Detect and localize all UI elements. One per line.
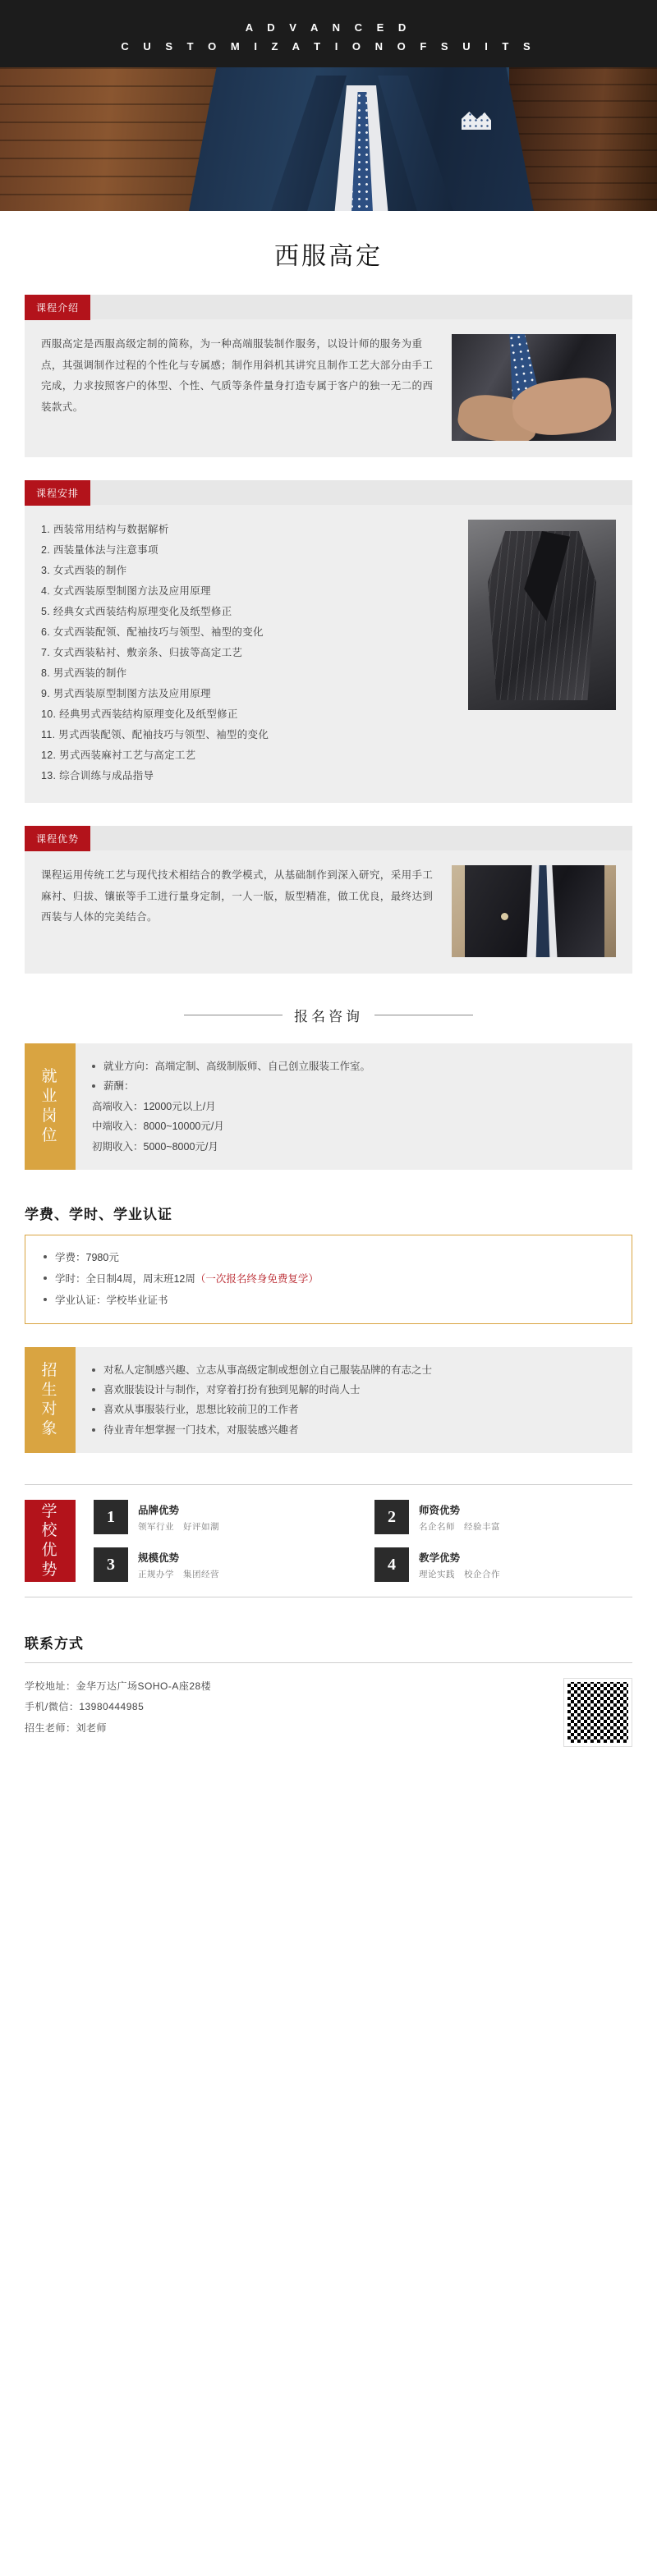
advantage-item (374, 1547, 632, 1582)
schedule-photo-mannequin-suit (468, 520, 616, 710)
list-item: 待业青年想掌握一门技术，对服装感兴趣者 (92, 1420, 616, 1440)
contact-heading: 联系方式 (25, 1636, 84, 1652)
list-item: 综合训练与成品指导 (59, 770, 154, 782)
list-item: 西装量体法与注意事项 (53, 544, 159, 556)
advantage-number: 3 (94, 1547, 128, 1582)
list-item: 女式西装原型制图方法及应用原理 (53, 585, 211, 597)
fee-label: 学费： (55, 1251, 86, 1263)
page-title: 西服高定 (274, 243, 383, 270)
audience-content (76, 1347, 632, 1454)
school-advantages-vertical-label: 学 校 优 势 (25, 1500, 76, 1582)
list-item: 男式西装的制作 (53, 667, 127, 679)
advantage-subtitle: 正规办学 集团经营 (138, 1569, 219, 1579)
fee-value: 7980元 (85, 1251, 119, 1263)
fee-note: （一次报名终身免费复学） (195, 1273, 319, 1286)
banner-line-2: C U S T O M I Z A T I O N O F S U I T S (121, 40, 536, 53)
employment-direction-label: 就业方向： (103, 1061, 155, 1072)
list-item: 经典男式西装结构原理变化及纸型修正 (59, 708, 238, 720)
list-item: 男式西装麻衬工艺与高定工艺 (59, 749, 196, 761)
banner-line-1: A D V A N C E D (245, 21, 412, 34)
employment-block (25, 1043, 632, 1170)
advantage-subtitle: 理论实践 校企合作 (419, 1569, 500, 1579)
advantage-title: 品牌优势 (138, 1504, 180, 1516)
list-item: 经典女式西装结构原理变化及纸型修正 (53, 606, 232, 617)
photo-button (501, 913, 508, 920)
advantage-number: 2 (374, 1500, 409, 1534)
fees-heading: 学费、学时、学业认证 (25, 1206, 172, 1222)
qr-code-pattern (567, 1682, 628, 1743)
advantage-item (94, 1547, 351, 1582)
list-item: 西装常用结构与数据解析 (53, 524, 169, 535)
contact-phone: 手机/微信：13980444985 (25, 1701, 145, 1713)
section-body-intro (25, 319, 632, 457)
section-header-intro (25, 295, 632, 319)
advantage-item (94, 1500, 351, 1534)
audience-vertical-label: 招 生 对 象 (25, 1347, 76, 1454)
advantage-title: 规模优势 (138, 1552, 180, 1564)
advantage-title: 教学优势 (419, 1552, 461, 1564)
advantage-number: 4 (374, 1547, 409, 1582)
advantage-number: 1 (94, 1500, 128, 1534)
list-item: 男式西装原型制图方法及应用原理 (53, 688, 211, 699)
hero-background-wood-right (509, 67, 657, 211)
salary-row: 中端收入：8000~10000元/月 (92, 1121, 224, 1133)
fee-value: 全日制4周，周末班12周 (85, 1273, 195, 1286)
advantage-photo-jacket-detail (452, 865, 616, 957)
intro-text: 西服高定是西服高级定制的简称，为一种高端服装制作服务，以设计师的服务为重点，其强调制作过程的个性化与专属感；制作用斜机其讲究且制作工艺大部分由手工完成，力求按照客户的体型、个性、气质等条件量身打造专属于客户的独一无二的西装款式。 (41, 338, 434, 413)
fee-value: 学校毕业证书 (106, 1295, 168, 1307)
audience-block (25, 1347, 632, 1454)
section-tag-advantage: 课程优势 (25, 826, 90, 851)
list-item (92, 1057, 616, 1076)
list-item: 男式西装配领、配袖技巧与领型、袖型的变化 (58, 729, 269, 740)
section-header-advantage (25, 826, 632, 850)
salary-row: 高端收入：12000元以上/月 (92, 1100, 216, 1112)
list-item: 女式西装粘衬、敷亲条、归拔等高定工艺 (53, 647, 243, 658)
list-item (44, 1290, 613, 1311)
contact-teacher: 招生老师：刘老师 (25, 1721, 108, 1734)
fee-label: 学时： (55, 1273, 86, 1286)
school-advantages-grid (94, 1500, 632, 1582)
fee-label: 学业认证： (55, 1295, 107, 1307)
section-header-schedule (25, 480, 632, 505)
list-item (44, 1247, 613, 1268)
qr-code-icon (563, 1678, 632, 1747)
list-item (44, 1268, 613, 1290)
contact-address: 学校地址：金华万达广场SOHO-A座28楼 (25, 1680, 212, 1693)
fees-box (25, 1235, 632, 1324)
hero-image-suit-portrait (0, 67, 657, 211)
contact-block (25, 1632, 632, 1772)
intro-photo-tailor-hands (452, 334, 616, 441)
section-body-advantage (25, 850, 632, 974)
school-advantages-block (25, 1484, 632, 1597)
list-item: 对私人定制感兴趣、立志从事高级定制或想创立自己服装品牌的有志之士 (92, 1360, 616, 1380)
section-tag-intro: 课程介绍 (25, 295, 90, 320)
signup-heading: 报名咨询 (294, 1009, 363, 1024)
employment-vertical-label: 就 业 岗 位 (25, 1043, 76, 1170)
list-item: 喜欢服装设计与制作，对穿着打扮有独到见解的时尚人士 (92, 1380, 616, 1400)
advantage-item (374, 1500, 632, 1534)
advantage-title: 师资优势 (419, 1504, 461, 1516)
section-body-schedule (25, 505, 632, 803)
advantage-text: 课程运用传统工艺与现代技术相结合的教学模式，从基础制作到深入研究，采用手工麻衬、归拔、镶嵌等手工进行量身定制，一人一版，版型精准，做工优良，最终达到西装与人体的完美结合。 (41, 869, 434, 924)
curriculum-list (41, 520, 453, 786)
contact-divider (25, 1662, 632, 1663)
list-item: 喜欢从事服装行业，思想比较前卫的工作者 (92, 1400, 616, 1419)
list-item: 薪酬： (92, 1076, 616, 1096)
advantage-subtitle: 名企名师 经验丰富 (419, 1521, 500, 1532)
list-item: 女式西装配领、配袖技巧与领型、袖型的变化 (53, 626, 264, 638)
employment-direction-value: 高端定制、高级制版师、自己创立服装工作室。 (154, 1061, 371, 1072)
top-banner (0, 0, 657, 67)
list-item: 女式西装的制作 (53, 565, 127, 576)
salary-row: 初期收入：5000~8000元/月 (92, 1140, 218, 1153)
employment-content (76, 1043, 632, 1170)
signup-heading-wrap (0, 1005, 657, 1025)
advantage-subtitle: 领军行业 好评如潮 (138, 1521, 219, 1532)
section-tag-schedule: 课程安排 (25, 480, 90, 506)
